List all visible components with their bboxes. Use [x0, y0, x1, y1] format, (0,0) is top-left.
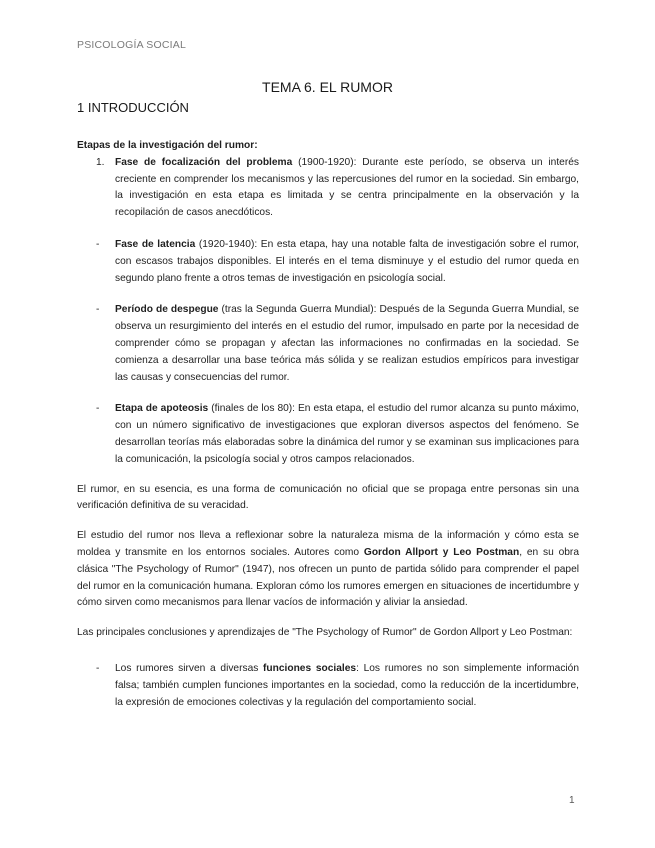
conclusion-item-1: [77, 661, 579, 711]
section-heading: 1 INTRODUCCIÓN: [77, 100, 189, 115]
list-marker: -: [96, 662, 100, 674]
paragraph-text-after: , en su obra clásica "The Psychology of Rumor" (1947), nos ofrecen un punto de partida sólido para comprender el papel del rumor en la comunicación humana. Exploran cómo los rumores emergen en situaciones de incertidumbre y cómo sirven como mecanismos para llenar vacíos de información y aliviar la ansiedad.: [77, 546, 579, 609]
list-item-text: [115, 237, 579, 287]
list-item-text: [115, 155, 579, 222]
conclusion-text-after: : Los rumores no son simplemente información falsa; también cumplen funciones importantes en la sociedad, como la reducción de la incertidumbre, la expresión de emociones colectivas y la regulación del comportamiento social.: [115, 662, 580, 708]
stage-term: Fase de latencia: [115, 238, 196, 250]
conclusion-text-before: Los rumores sirven a diversas: [115, 662, 264, 674]
stage-term: Fase de focalización del problema: [115, 156, 293, 168]
stage-description: (1900-1920): Durante este período, se observa un interés creciente en comprender los mecanismos y las repercusiones del rumor en la sociedad. Sin embargo, la investigación en esta etapa es limitada y se centra principalmente en la observación y la recopilación de casos anecdóticos.: [115, 156, 579, 219]
stage-item-1: [77, 155, 579, 222]
document-body: [77, 138, 579, 711]
list-marker: -: [96, 238, 100, 250]
stage-description: (1920-1940): En esta etapa, hay una notable falta de investigación sobre el rumor, con escasos trabajos disponibles. El interés en el tema disminuye y el estudio del rumor queda en segundo plano frente a otros temas de investigación en psicología social.: [115, 238, 579, 284]
stage-description: (tras la Segunda Guerra Mundial): Después de la Segunda Guerra Mundial, se observa un resurgimiento del interés en el estudio del rumor, impulsado en parte por la necesidad de comprender cómo se propagan y afectan las informaciones no confirmadas en la sociedad. Se comienza a desarrollar una base teórica más sólida y se realizan estudios empíricos para investigar las causas y consecuencias del rumor.: [115, 304, 579, 383]
definition-paragraph: El rumor, en su esencia, es una forma de comunicación no oficial que se propaga entre personas sin una verificación definitiva de su veracidad.: [77, 483, 579, 512]
page-number: 1: [569, 795, 575, 806]
stage-item-2: [77, 237, 579, 287]
list-marker: 1.: [96, 156, 105, 168]
stage-item-3: [77, 302, 579, 386]
paragraph-text-before: El estudio del rumor nos lleva a reflexionar sobre la naturaleza misma de la información y cómo esta se moldea y transmite en los entornos sociales. Autores como: [77, 530, 579, 558]
authors-name: Gordon Allport y Leo Postman: [363, 546, 520, 558]
stage-description: (finales de los 80): En esta etapa, el estudio del rumor alcanza su punto máximo, con un número significativo de investigaciones que exploran diversos aspectos del fenómeno. Se desarrollan teorías más elaboradas sobre la dinámica del rumor y se examinan sus implicaciones para la comunicación, la psicología social y otros campos relacionados.: [115, 403, 579, 465]
allport-paragraph: [77, 528, 579, 612]
list-item-text: [115, 401, 579, 468]
list-item-text: [115, 661, 579, 711]
list-marker: -: [96, 403, 100, 415]
stage-term: Etapa de apoteosis: [115, 403, 209, 415]
running-header: PSICOLOGÍA SOCIAL: [77, 39, 187, 51]
page-title: TEMA 6. EL RUMOR: [262, 79, 393, 95]
list-item-text: [115, 302, 579, 386]
stage-term: Período de despegue: [115, 304, 219, 316]
conclusions-paragraph: Las principales conclusiones y aprendizajes de "The Psychology of Rumor" de Gordon Allport y Leo Postman:: [77, 627, 573, 639]
conclusion-term: funciones sociales: [263, 662, 357, 674]
list-marker: -: [96, 304, 100, 316]
stages-heading: Etapas de la investigación del rumor:: [77, 140, 258, 151]
stage-item-4: [77, 401, 579, 468]
